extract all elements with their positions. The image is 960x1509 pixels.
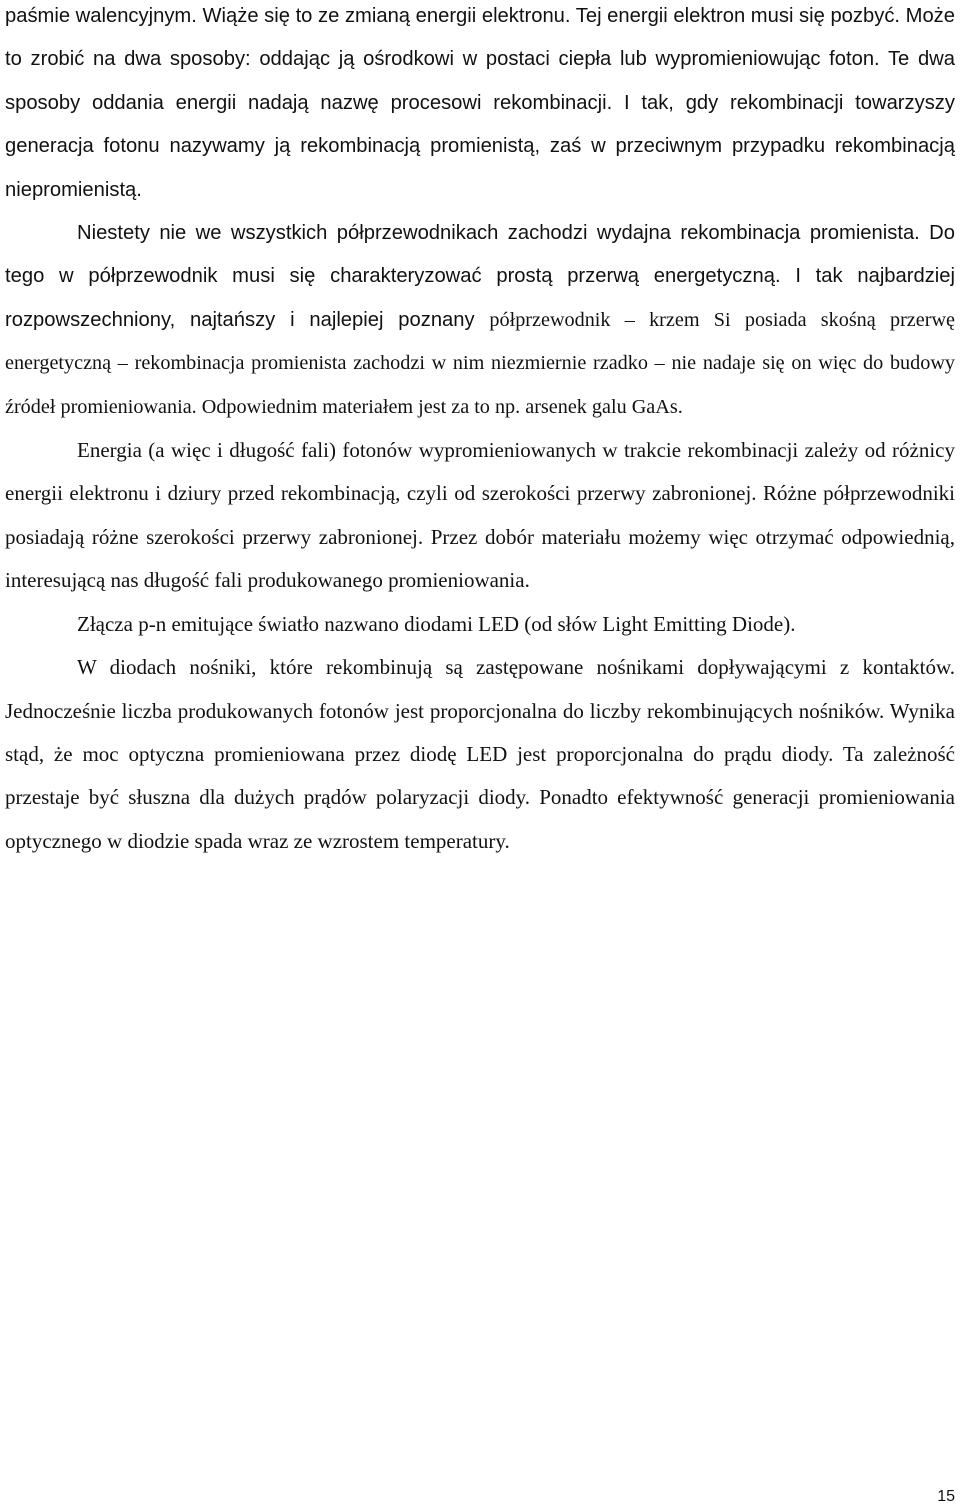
- paragraph-radiative-recombination: [5, 212, 955, 429]
- paragraph-text: Złącza p-n emitujące światło nazwano diodami LED (od słów Light Emitting Diode).: [77, 611, 796, 636]
- paragraph-text: Energia (a więc i długość fali) fotonów wypromieniowanych w trakcie rekombinacji zależy od różnicy energii elektronu i dziury przed rekombinacją, czyli od szerokości przerwy zabronionej. Różne półprzewodniki posiadają różne szerokości przerwy zabronionej. Przez dobór materiału możemy więc otrzymać odpowiednią, interesującą nas długość fali produkowanego promieniowania.: [5, 438, 955, 593]
- paragraph-led-definition: [5, 603, 955, 646]
- paragraph-recombination: [5, 0, 955, 212]
- paragraph-text: półprzewodnik – krzem Si posiada skośną przerwę energetyczną – rekombinacja promienista zachodzi w nim niezmiernie rzadko – nie nadaje się on więc do budowy źródeł promieniowania. Odpowiednim materiałem jest za to np. arsenek galu GaAs.: [5, 308, 955, 418]
- paragraph-led-carriers: [5, 646, 955, 863]
- paragraph-text: W diodach nośniki, które rekombinują są zastępowane nośnikami dopływającymi z kontaktów. Jednocześnie liczba produkowanych fotonów jest proporcjonalna do liczby rekombinujących nośników. Wynika stąd, że moc optyczna promieniowana przez diodę LED jest proporcjonalna do prądu diody. Ta zależność przestaje być słuszna dla dużych prądów polaryzacji diody. Ponadto efektywność generacji promieniowania optycznego w diodzie spada wraz ze wzrostem temperatury.: [5, 655, 955, 853]
- page-number: 15: [937, 1488, 955, 1505]
- document-page: [5, 0, 955, 863]
- paragraph-text: Niestety nie we wszystkich półprzewodnikach zachodzi wydajna rekombinacja promienista. Do tego w półprzewodnik musi się charakteryzować prostą przerwą energetyczną. I tak najbardziej rozpowszechniony, najtańszy i najlepiej poznany: [5, 222, 955, 331]
- paragraph-text: paśmie walencyjnym. Wiąże się to ze zmianą energii elektronu. Tej energii elektron musi się pozbyć. Może to zrobić na dwa sposoby: oddając ją ośrodkowi w postaci ciepła lub wypromieniowując foton. Te dwa sposoby oddania energii nadają nazwę procesowi rekombinacji. I tak, gdy rekombinacji towarzyszy generacja fotonu nazywamy ją rekombinacją promienistą, zaś w przeciwnym przypadku rekombinacją niepromienistą.: [5, 5, 955, 201]
- paragraph-photon-energy: [5, 429, 955, 603]
